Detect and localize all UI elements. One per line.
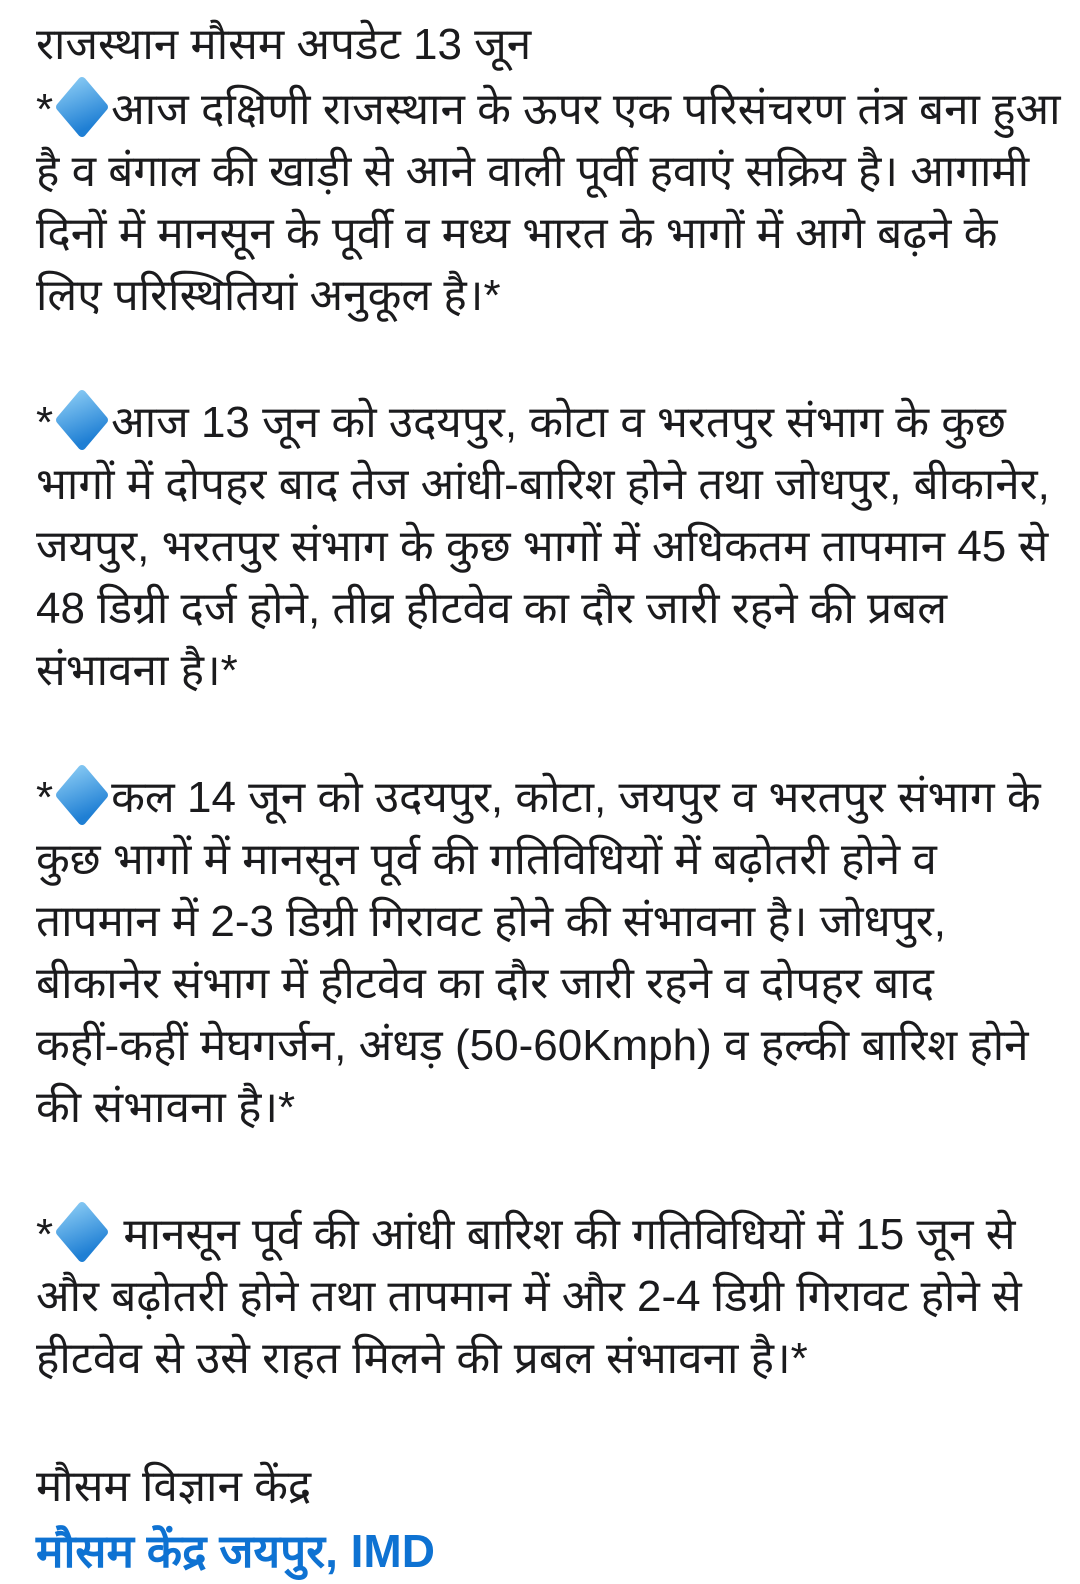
paragraph-text: बीकानेर संभाग में हीटवेव का दौर जारी रहने व दोपहर बाद <box>36 959 935 1008</box>
paragraph-text: और बढ़ोतरी होने तथा तापमान में और 2-4 डिग्री गिरावट होने से <box>36 1272 1022 1321</box>
space <box>111 1210 123 1259</box>
blue-diamond-icon <box>55 1201 109 1263</box>
paragraph-tomorrow-forecast <box>36 764 1052 1139</box>
paragraph-text: कुछ भागों में मानसून पूर्व की गतिविधियों में बढ़ोतरी होने व <box>36 835 937 884</box>
asterisk-marker: * <box>36 773 54 822</box>
footer <box>36 1456 1052 1584</box>
paragraph-text: आज दक्षिणी राजस्थान के ऊपर एक परिसंचरण तंत्र बना हुआ <box>111 85 1061 134</box>
page-title: राजस्थान मौसम अपडेट 13 जून <box>36 20 532 69</box>
blue-diamond-icon <box>55 76 109 138</box>
paragraph-first-line <box>36 389 1052 454</box>
asterisk-marker: * <box>36 85 54 134</box>
paragraph-first-line <box>36 76 1061 141</box>
paragraph-text: भागों में दोपहर बाद तेज आंधी-बारिश होने तथा जोधपुर, बीकानेर, <box>36 460 1050 509</box>
paragraph-text: लिए परिस्थितियां अनुकूल है।* <box>36 271 501 320</box>
paragraph-today-forecast <box>36 389 1052 702</box>
blue-diamond-icon <box>55 764 109 826</box>
paragraph-text: आज 13 जून को उदयपुर, कोटा व भरतपुर संभाग के कुछ <box>111 398 1006 447</box>
paragraph-text: 48 डिग्री दर्ज होने, तीव्र हीटवेव का दौर जारी रहने की प्रबल <box>36 584 948 633</box>
paragraph-text: दिनों में मानसून के पूर्वी व मध्य भारत के भागों में आगे बढ़ने के <box>36 209 998 258</box>
paragraph-text: कल 14 जून को उदयपुर, कोटा, जयपुर व भरतपुर संभाग के <box>111 773 1041 822</box>
paragraph-text: कहीं-कहीं मेघगर्जन, अंधड़ (50-60Kmph) व हल्की बारिश होने <box>36 1021 1029 1070</box>
asterisk-marker: * <box>36 1210 54 1259</box>
blue-diamond-icon <box>55 389 109 451</box>
paragraph-text: जयपुर, भरतपुर संभाग के कुछ भागों में अधिकतम तापमान 45 से <box>36 522 1049 571</box>
paragraph-text: है व बंगाल की खाड़ी से आने वाली पूर्वी हवाएं सक्रिय है। आगामी <box>36 147 1030 196</box>
asterisk-marker: * <box>36 398 54 447</box>
paragraph-text: संभावना है।* <box>36 646 238 695</box>
paragraph-first-line <box>36 1201 1052 1266</box>
paragraph-text: हीटवेव से उसे राहत मिलने की प्रबल संभावना है।* <box>36 1334 808 1383</box>
paragraph-text: मानसून पूर्व की आंधी बारिश की गतिविधियों में 15 जून से <box>123 1210 1016 1259</box>
paragraph-text: तापमान में 2-3 डिग्री गिरावट होने की संभावना है। जोधपुर, <box>36 897 946 946</box>
paragraph-outlook-15june <box>36 1201 1052 1390</box>
paragraph-first-line <box>36 764 1052 829</box>
paragraph-text: की संभावना है।* <box>36 1083 296 1132</box>
paragraph-circulation <box>36 76 1061 327</box>
footer-org-name: मौसम विज्ञान केंद्र <box>36 1462 312 1511</box>
footer-signature: मौसम केंद्र जयपुर, IMD <box>36 1525 435 1577</box>
